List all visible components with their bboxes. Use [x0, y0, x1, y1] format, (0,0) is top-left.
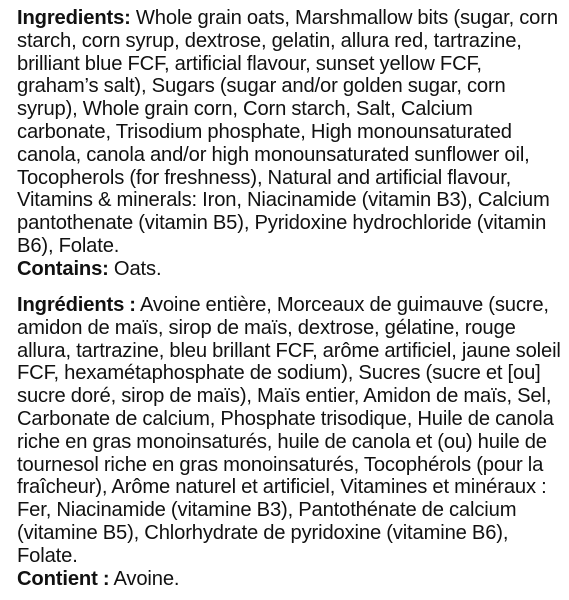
french-ingredients-list: Avoine entière, Morceaux de guimauve (sucre, amidon de maïs, sirop de maïs, dextrose, gélatine, rouge allura, tartrazine, bleu brillant FCF, arôme artificiel, jaune soleil FCF, hexamétaphosphate de sodium), Sucres (sucre et [ou] sucre doré, sirop de maïs), Maïs entier, Amidon de maïs, Sel, Carbonate de calcium, Phosphate trisodique, Huile de canola riche en gras monoinsaturés, huile de canola et (ou) huile de tournesol riche en gras monoinsaturés, Tocophérols (pour la fraîcheur), Arôme naturel et artificiel, Vitamines et minéraux : Fer, Niacinamide (vitamine B3), Pantothénate de calcium (vitamine B5), Chlorhydrate de pyridoxine (vitamine B6), Folate.	[17, 294, 561, 567]
french-contains-heading: Contient :	[17, 567, 110, 590]
french-contains-paragraph	[17, 568, 562, 591]
french-ingredients-heading: Ingrédients :	[17, 294, 136, 316]
french-contains-list: Avoine.	[113, 567, 180, 590]
english-ingredients-paragraph	[17, 7, 562, 258]
english-contains-heading: Contains:	[17, 257, 109, 280]
english-ingredients-list: Whole grain oats, Marshmallow bits (sugar, corn starch, corn syrup, dextrose, gelatin, allura red, tartrazine, brilliant blue FCF, artificial flavour, sunset yellow FCF, graham’s salt), Sugars (sugar and/or golden sugar, corn syrup), Whole grain corn, Corn starch, Salt, Calcium carbonate, Trisodium phosphate, High monounsaturated canola, canola and/or high monounsaturated sunflower oil, Tocopherols (for freshness), Natural and artificial flavour, Vitamins & minerals: Iron, Niacinamide (vitamin B3), Calcium pantothenate (vitamin B5), Pyridoxine hydrochloride (vitamin B6), Folate.	[17, 7, 558, 257]
english-contains-list: Oats.	[113, 257, 162, 280]
french-ingredients-block	[17, 294, 562, 590]
english-ingredients-heading: Ingredients:	[17, 7, 131, 29]
french-ingredients-paragraph	[17, 294, 562, 568]
english-contains-paragraph	[17, 258, 562, 281]
english-ingredients-block	[17, 7, 562, 281]
